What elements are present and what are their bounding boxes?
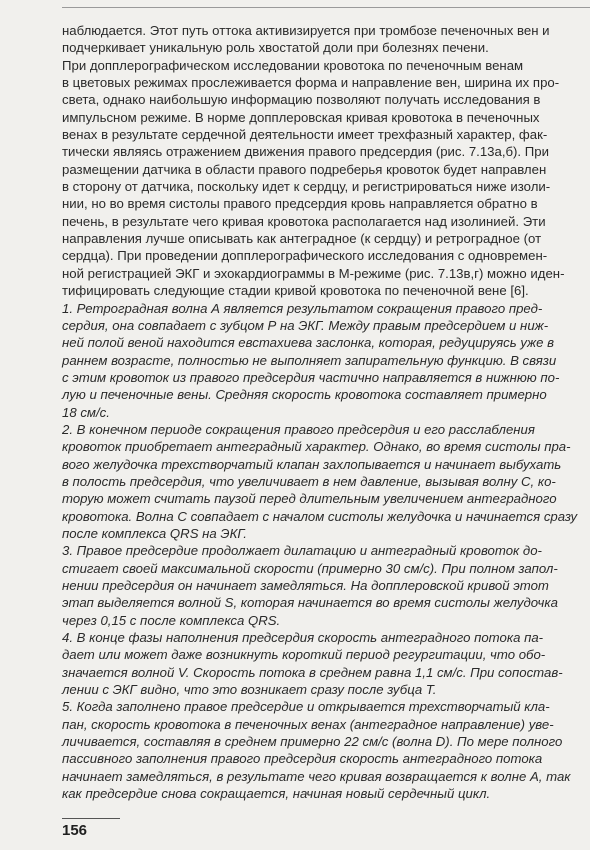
text-line: 3. Правое предсердие продолжает дилатацию и антеградный кровоток до- — [62, 543, 542, 559]
text-line: тифицировать следующие стадии кривой кровотока по печеночной вене [6]. — [62, 283, 529, 299]
text-line: пассивного заполнения правого предсердия скорость антеградного потока — [62, 751, 543, 767]
text-line: направления лучше описывать как антеградное (к сердцу) и ретроградное (от — [62, 231, 542, 247]
text-line: раннем возрасте, полностью не выполняет запирательную функцию. В связи — [62, 352, 557, 368]
footer-rule — [62, 818, 120, 819]
text-line: сердия, она совпадает с зубцом Р на ЭКГ. Между правым предсердием и ниж- — [62, 317, 549, 333]
text-line: венах в результате сердечной деятельности имеет трехфазный характер, фак- — [62, 127, 548, 143]
text-line: 4. В конце фазы наполнения предсердия скорость антеградного потока па- — [62, 630, 544, 646]
text-line: в сторону от датчика, поскольку идет к сердцу, и регистрироваться ниже изоли- — [62, 179, 551, 195]
text-line: импульсном режиме. В норме допплеровская кривая кровотока в печеночных — [62, 109, 540, 125]
text-line: пан, скорость кровотока в печеночных венах (антеградное направление) уве- — [62, 716, 554, 732]
text-line: ней полой веной находится евстахиева заслонка, которая, редуцируясь уже в — [62, 335, 555, 351]
text-line: с этим кровоток из правого предсердия частично направляется в нижнюю по- — [62, 369, 560, 385]
text-line: торую может считать паузой перед длительным увеличением антеградного — [62, 491, 557, 507]
text-line: сердца). При проведении допплерографического исследования с одновремен- — [62, 248, 548, 264]
text-line: как предсердие снова сокращается, начиная новый сердечный цикл. — [62, 786, 491, 802]
text-line: значается волной V. Скорость потока в среднем равна 1,1 см/с. При сопостав- — [62, 664, 563, 680]
text-line: 18 см/с. — [62, 404, 110, 420]
text-line: При допплерографическом исследовании кровотока по печеночным венам — [62, 57, 524, 73]
text-line: 1. Ретроградная волна А является результатом сокращения правого пред- — [62, 300, 543, 316]
text-line: размещении датчика в области правого подреберья кровоток будет направлен — [62, 161, 547, 177]
text-line: дает или может даже возникнуть короткий период регургитации, что обо- — [62, 647, 546, 663]
text-line: печень, в результате чего кривая кровотока располагается над изолинией. Эти — [62, 213, 546, 229]
text-line: нии, но во время систолы правого предсердия кровь направляется обратно в — [62, 196, 538, 212]
body-text — [62, 22, 590, 802]
text-line: начинает замедляться, в результате чего кривая возвращается к волне А, так — [62, 768, 571, 784]
text-line: 2. В конечном периоде сокращения правого предсердия и его расслабления — [62, 421, 535, 437]
text-line: кровоток приобретает антеградный характер. Однако, во время систолы пра- — [62, 439, 571, 455]
text-line: в полость предсердия, что увеличивает в нем давление, вызывая волну С, ко- — [62, 473, 556, 489]
text-line: нении предсердия он начинает замедляться. На допплеровской кривой этот — [62, 578, 549, 593]
text-line: в цветовых режимах прослеживается форма и направление вен, ширина их про- — [62, 75, 560, 91]
text-line: кровотока. Волна С совпадает с началом систолы желудочка и начинается сразу — [62, 508, 578, 524]
text-line: стигает своей максимальной скорости (примерно 30 см/с). При полном запол- — [62, 560, 558, 576]
text-line: ной регистрацией ЭКГ и эхокардиограммы в М-режиме (рис. 7.13в,г) можно иден- — [62, 265, 565, 281]
text-line: вого желудочка трехстворчатый клапан захлопывается и начинает выбухать — [62, 456, 562, 472]
text-line: через 0,15 с после комплекса QRS. — [62, 612, 281, 628]
header-rule — [62, 7, 590, 8]
text-line: лении с ЭКГ видно, что это возникает сразу после зубца Т. — [62, 682, 437, 698]
text-line: лую и печеночные вены. Средняя скорость кровотока составляет примерно — [62, 387, 547, 403]
text-line: после комплекса QRS на ЭКГ. — [62, 525, 247, 541]
page-number: 156 — [62, 822, 88, 839]
text-line: личивается, составляя в среднем примерно 22 см/с (волна D). По мере полного — [62, 734, 563, 750]
text-line: подчеркивает уникальную роль хвостатой доли при болезнях печени. — [62, 40, 489, 56]
text-line: тически являясь отражением движения правого предсердия (рис. 7.13а,б). При — [62, 144, 549, 160]
text-line: 5. Когда заполнено правое предсердие и открывается трехстворчатый кла- — [62, 699, 550, 715]
text-line: этап выделяется волной S, которая начинается во время систолы желудочка — [62, 595, 558, 611]
text-line: света, однако наибольшую информацию позволяют получать исследования в — [62, 92, 541, 108]
text-line: наблюдается. Этот путь оттока активизируется при тромбозе печеночных вен и — [62, 23, 550, 38]
